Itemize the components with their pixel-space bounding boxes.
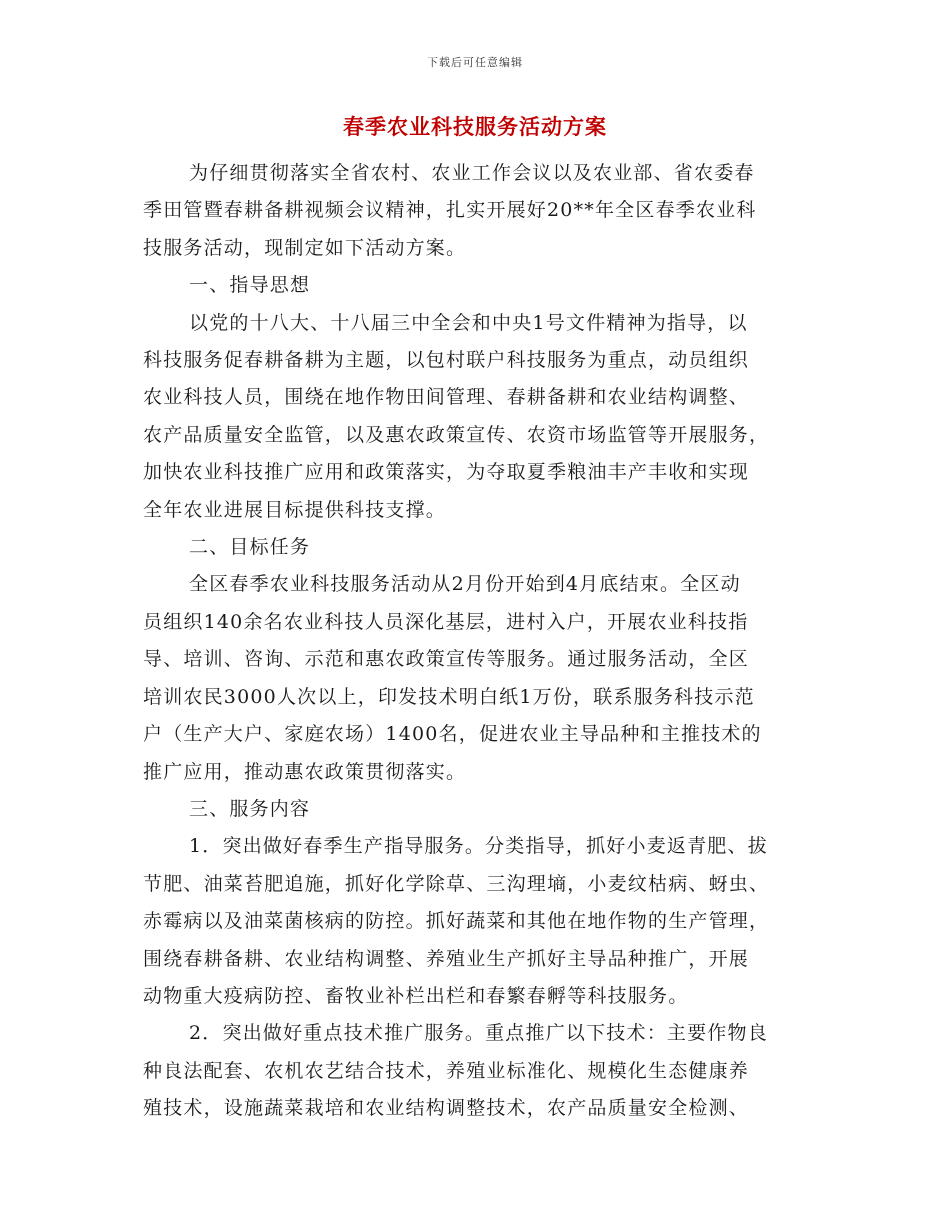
document-title: 春季农业科技服务活动方案 (343, 114, 607, 139)
paragraph (143, 828, 808, 1015)
paragraph-line: 科技服务促春耕备耕为主题，以包村联户科技服务为重点，动员组织 (143, 349, 750, 372)
paragraph-line: 种良法配套、农机农艺结合技术，养殖业标准化、规模化生态健康养 (143, 1059, 750, 1082)
paragraph-line: 加快农业科技推广应用和政策落实，为夺取夏季粮油丰产丰收和实现 (143, 461, 750, 484)
document-body (143, 155, 808, 1128)
paragraph-line: 2．突出做好重点技术推广服务。重点推广以下技术：主要作物良 (189, 1022, 768, 1045)
paragraph-line: 动物重大疫病防控、畜牧业补栏出栏和春繁春孵等科技服务。 (143, 984, 689, 1007)
paragraph-line: 赤霉病以及油菜菌核病的防控。抓好蔬菜和其他在地作物的生产管理， (143, 910, 770, 933)
paragraph-line: 技服务活动，现制定如下活动方案。 (143, 236, 467, 259)
paragraph-line: 以党的十八大、十八届三中全会和中央1号文件精神为指导，以 (189, 311, 748, 334)
paragraph-line: 培训农民3000人次以上，印发技术明白纸1万份，联系服务科技示范 (143, 685, 755, 708)
paragraph-line: 二、目标任务 (189, 536, 311, 559)
paragraph (143, 155, 808, 267)
page-header-note: 下载后可任意编辑 (427, 56, 523, 69)
paragraph-line: 导、培训、咨询、示范和惠农政策宣传等服务。通过服务活动，全区 (143, 648, 750, 671)
paragraph-line: 推广应用，推动惠农政策贯彻落实。 (143, 760, 467, 783)
paragraph-line: 节肥、油菜苔肥追施，抓好化学除草、三沟理墒，小麦纹枯病、蚜虫、 (143, 872, 770, 895)
paragraph-line: 围绕春耕备耕、农业结构调整、养殖业生产抓好主导品种推广，开展 (143, 947, 750, 970)
paragraph-line: 员组织140余名农业科技人员深化基层，进村入户，开展农业科技指 (143, 610, 749, 633)
paragraph-line: 1．突出做好春季生产指导服务。分类指导，抓好小麦返青肥、拔 (189, 835, 768, 858)
paragraph (143, 1015, 808, 1127)
paragraph-line: 户（生产大户、家庭农场）1400名，促进农业主导品种和主推技术的 (143, 723, 762, 746)
paragraph-line: 殖技术，设施蔬菜栽培和农业结构调整技术，农产品质量安全检测、 (143, 1097, 750, 1120)
paragraph-line: 农业科技人员，围绕在地作物田间管理、春耕备耕和农业结构调整、 (143, 386, 750, 409)
paragraph-line: 三、服务内容 (189, 797, 311, 820)
paragraph-line: 全区春季农业科技服务活动从2月份开始到4月底结束。全区动 (189, 573, 741, 596)
paragraph-line: 一、指导思想 (189, 274, 311, 297)
paragraph (143, 791, 808, 828)
paragraph (143, 529, 808, 566)
paragraph (143, 305, 808, 529)
paragraph-line: 为仔细贯彻落实全省农村、农业工作会议以及农业部、省农委春 (189, 162, 755, 184)
paragraph-line: 农产品质量安全监管，以及惠农政策宣传、农资市场监管等开展服务， (143, 423, 770, 446)
paragraph-line: 全年农业进展目标提供科技支撑。 (143, 498, 447, 521)
paragraph (143, 566, 808, 790)
paragraph (143, 267, 808, 304)
paragraph-line: 季田管暨春耕备耕视频会议精神，扎实开展好20**年全区春季农业科 (143, 199, 757, 222)
